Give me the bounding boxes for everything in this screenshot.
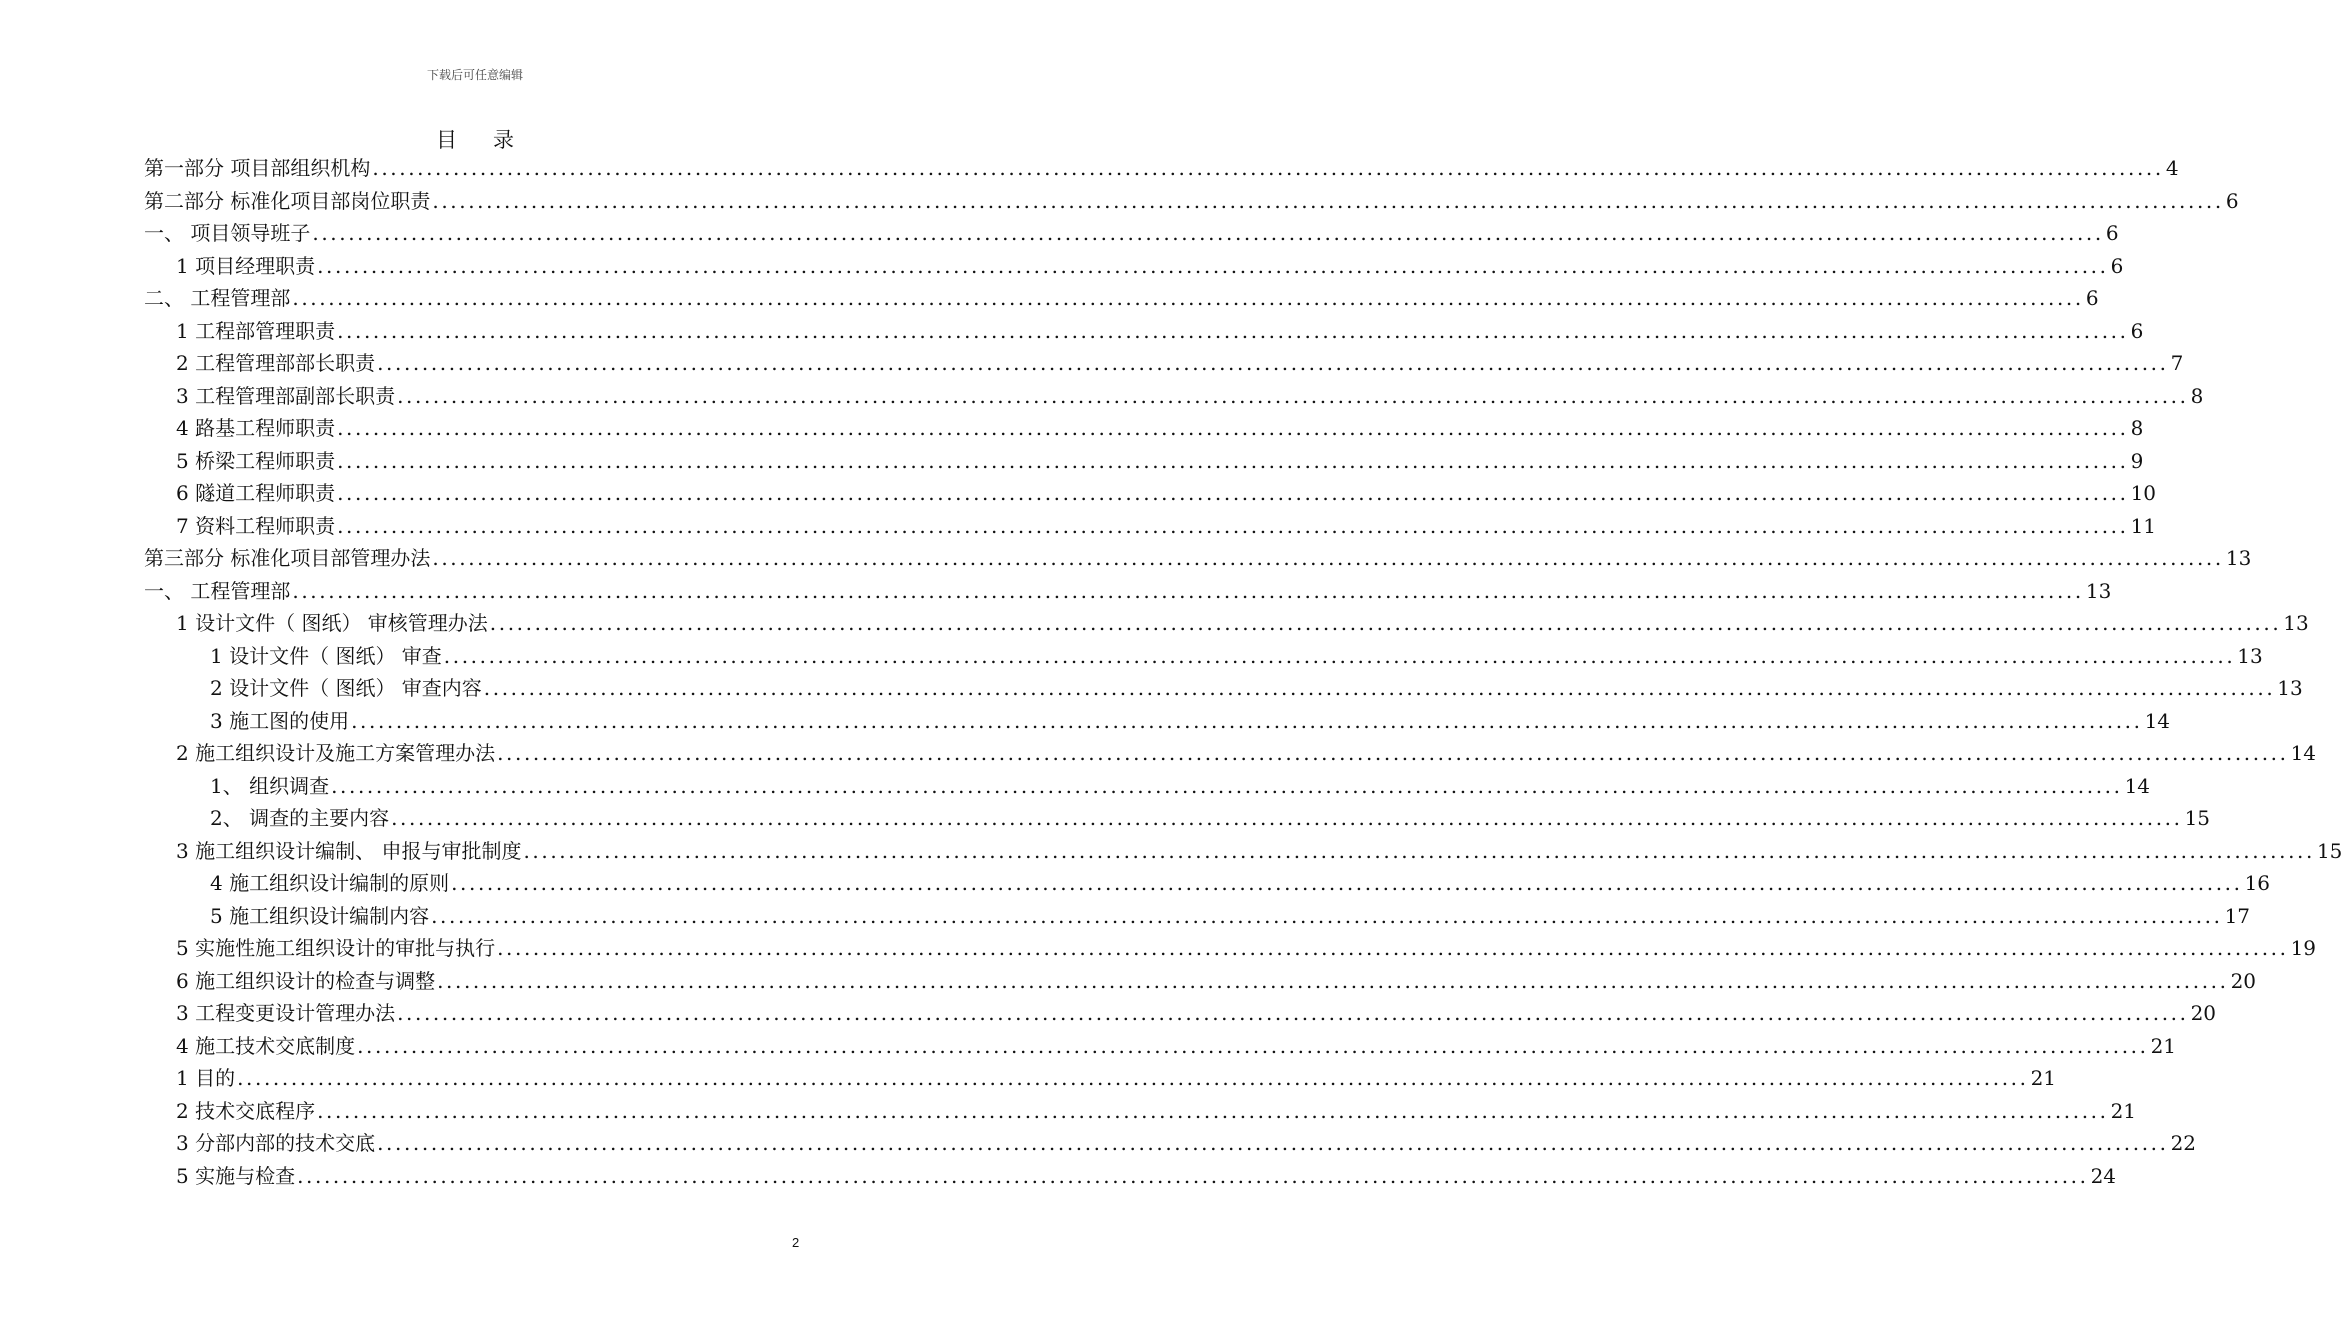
toc-entry-label: 7 资料工程师职责 — [176, 513, 336, 538]
toc-entry[interactable] — [210, 672, 2303, 704]
toc-entry-label: 1 设计文件（ 图纸） 审核管理办法 — [176, 611, 488, 635]
toc-leader-dots: ........................................................................................................................................................................................................ — [391, 806, 2183, 830]
toc-entry-page: 13 — [2237, 643, 2263, 668]
toc-entry-page: 7 — [2170, 351, 2184, 375]
toc-entry[interactable] — [176, 315, 2144, 347]
toc-entry-label: 1、 组织调查 — [210, 773, 330, 798]
toc-entry[interactable] — [144, 542, 2252, 574]
toc-entry[interactable] — [176, 412, 2144, 444]
toc-entry[interactable] — [210, 900, 2251, 932]
toc-entry-page: 16 — [2244, 871, 2271, 895]
toc-entry-label: 3 施工组织设计编制、 申报与审批制度 — [176, 838, 522, 863]
toc-entry-page: 8 — [2190, 383, 2204, 408]
toc-entry[interactable] — [210, 640, 2263, 672]
toc-leader-dots: ........................................................................................................................................................................................................ — [237, 1066, 2029, 1090]
toc-entry[interactable] — [210, 705, 2171, 737]
toc-leader-dots: ........................................................................................................................................................................................................ — [337, 481, 2129, 505]
toc-entry-label: 6 施工组织设计的检查与调整 — [176, 968, 436, 993]
toc-entry-page: 6 — [2085, 286, 2099, 310]
toc-entry[interactable] — [176, 250, 2124, 282]
toc-entry-page: 21 — [2030, 1066, 2057, 1090]
toc-leader-dots: ........................................................................................................................................................................................................ — [377, 351, 2169, 375]
toc-entry-page: 13 — [2283, 611, 2309, 635]
toc-entry[interactable] — [176, 835, 2342, 867]
toc-entry-label: 第二部分 标准化项目部岗位职责 — [144, 188, 431, 213]
toc-entry-page: 15 — [2184, 806, 2211, 830]
toc-entry-page: 14 — [2290, 741, 2317, 765]
toc-entry-page: 10 — [2130, 481, 2157, 505]
toc-leader-dots: ........................................................................................................................................................................................................ — [312, 221, 2104, 245]
toc-leader-dots: ........................................................................................................................................................................................................ — [292, 578, 2084, 603]
toc-entry[interactable] — [176, 932, 2317, 964]
toc-leader-dots: ........................................................................................................................................................................................................ — [337, 416, 2129, 440]
toc-entry-page: 6 — [2225, 188, 2239, 213]
toc-entry[interactable] — [210, 802, 2211, 834]
toc-leader-dots: ........................................................................................................................................................................................................ — [431, 903, 2223, 928]
toc-title: 目录 — [436, 128, 550, 152]
toc-entry[interactable] — [144, 575, 2112, 607]
toc-entry-label: 1 设计文件（ 图纸） 审查 — [210, 643, 442, 668]
toc-entry[interactable] — [176, 607, 2309, 639]
toc-entry-label: 1 工程部管理职责 — [176, 318, 336, 343]
toc-leader-dots: ........................................................................................................................................................................................................ — [397, 383, 2189, 408]
toc-entry[interactable] — [176, 965, 2257, 997]
toc-leader-dots: ........................................................................................................................................................................................................ — [397, 1001, 2189, 1025]
toc-entry-page: 20 — [2230, 968, 2257, 993]
toc-entry[interactable] — [144, 152, 2179, 184]
toc-entry-label: 5 施工组织设计编制内容 — [210, 903, 430, 928]
toc-leader-dots: ........................................................................................................................................................................................................ — [351, 708, 2143, 733]
toc-entry[interactable] — [210, 770, 2151, 802]
toc-leader-dots: ........................................................................................................................................................................................................ — [331, 773, 2123, 798]
toc-entry-label: 5 实施性施工组织设计的审批与执行 — [176, 936, 496, 960]
toc-entry-page: 14 — [2144, 708, 2171, 733]
toc-entry-page: 14 — [2124, 773, 2151, 798]
toc-leader-dots: ........................................................................................................................................................................................................ — [357, 1033, 2149, 1058]
toc-entry-label: 1 项目经理职责 — [176, 253, 316, 278]
toc-entry-label: 一、 工程管理部 — [144, 578, 291, 603]
toc-entry-label: 第三部分 标准化项目部管理办法 — [144, 546, 431, 570]
toc-leader-dots: ........................................................................................................................................................................................................ — [377, 1131, 2169, 1155]
toc-leader-dots: ........................................................................................................................................................................................................ — [292, 286, 2084, 310]
toc-entry-label: 3 工程变更设计管理办法 — [176, 1001, 396, 1025]
toc-entry-page: 8 — [2130, 416, 2144, 440]
toc-entry-label: 二、 工程管理部 — [144, 286, 291, 310]
toc-entry-page: 4 — [2165, 156, 2179, 180]
toc-entry[interactable] — [176, 510, 2157, 542]
toc-entry[interactable] — [176, 445, 2144, 477]
toc-leader-dots: ........................................................................................................................................................................................................ — [451, 871, 2243, 895]
header-note: 下载后可任意编辑 — [426, 68, 523, 82]
toc-leader-dots: ........................................................................................................................................................................................................ — [317, 253, 2109, 278]
toc-entry[interactable] — [176, 1127, 2197, 1159]
toc-entry-page: 17 — [2224, 903, 2251, 928]
toc-entry-page: 13 — [2277, 676, 2303, 700]
toc-entry-label: 4 施工技术交底制度 — [176, 1033, 356, 1058]
toc-leader-dots: ........................................................................................................................................................................................................ — [372, 156, 2164, 180]
toc-entry-page: 6 — [2110, 253, 2124, 278]
toc-entry-page: 13 — [2225, 546, 2252, 570]
toc-entry[interactable] — [176, 1160, 2117, 1192]
toc-leader-dots: ........................................................................................................................................................................................................ — [297, 1163, 2089, 1188]
toc-entry-page: 13 — [2085, 578, 2112, 603]
toc-entry-label: 5 桥梁工程师职责 — [176, 448, 336, 473]
toc-entry[interactable] — [144, 217, 2119, 249]
toc-entry[interactable] — [176, 380, 2204, 412]
toc-leader-dots: ........................................................................................................................................................................................................ — [497, 741, 2289, 765]
toc-entry[interactable] — [176, 997, 2217, 1029]
toc-entry[interactable] — [176, 1062, 2057, 1094]
toc-entry[interactable] — [176, 1095, 2137, 1127]
toc-leader-dots: ........................................................................................................................................................................................................ — [317, 1098, 2109, 1123]
toc-entry-label: 3 施工图的使用 — [210, 708, 350, 733]
toc-entry-page: 19 — [2290, 936, 2317, 960]
toc-entry-page: 21 — [2150, 1033, 2177, 1058]
toc-leader-dots: ........................................................................................................................................................................................................ — [497, 936, 2289, 960]
toc-leader-dots: ........................................................................................................................................................................................................ — [523, 838, 2315, 863]
toc-entry-page: 6 — [2130, 318, 2144, 343]
page-number: 2 — [792, 1235, 800, 1250]
toc-entry-page: 11 — [2130, 513, 2157, 538]
toc-entry-label: 一、 项目领导班子 — [144, 221, 311, 245]
toc-entry-label: 第一部分 项目部组织机构 — [144, 156, 371, 180]
toc-entry[interactable] — [210, 867, 2271, 899]
toc-entry-page: 9 — [2130, 448, 2144, 473]
toc-entry-page: 15 — [2316, 838, 2342, 863]
toc-entry-label: 4 路基工程师职责 — [176, 416, 336, 440]
toc-leader-dots: ........................................................................................................................................................................................................ — [437, 968, 2229, 993]
toc-entry-label: 5 实施与检查 — [176, 1163, 296, 1188]
toc-entry[interactable] — [176, 737, 2317, 769]
toc-leader-dots: ........................................................................................................................................................................................................ — [483, 676, 2276, 700]
toc-entry-label: 3 工程管理部副部长职责 — [176, 383, 396, 408]
toc-entry[interactable] — [176, 1030, 2177, 1062]
toc-entry[interactable] — [144, 185, 2239, 217]
toc-entry-page: 22 — [2170, 1131, 2197, 1155]
toc-leader-dots: ........................................................................................................................................................................................................ — [489, 611, 2282, 635]
toc-entry-label: 2 设计文件（ 图纸） 审查内容 — [210, 676, 482, 700]
toc-entry-label: 1 目的 — [176, 1066, 236, 1090]
toc-leader-dots: ........................................................................................................................................................................................................ — [443, 643, 2236, 668]
toc-leader-dots: ........................................................................................................................................................................................................ — [337, 318, 2129, 343]
toc-leader-dots: ........................................................................................................................................................................................................ — [337, 448, 2129, 473]
toc-entry-page: 6 — [2105, 221, 2119, 245]
toc-leader-dots: ........................................................................................................................................................................................................ — [432, 188, 2224, 213]
toc-entry-page: 21 — [2110, 1098, 2137, 1123]
toc-entry[interactable] — [176, 477, 2157, 509]
toc-entry[interactable] — [176, 347, 2184, 379]
toc-entry-page: 20 — [2190, 1001, 2217, 1025]
toc-entry-label: 4 施工组织设计编制的原则 — [210, 871, 450, 895]
toc-entry-page: 24 — [2090, 1163, 2117, 1188]
toc-entry-label: 2 工程管理部部长职责 — [176, 351, 376, 375]
toc-leader-dots: ........................................................................................................................................................................................................ — [432, 546, 2224, 570]
toc-leader-dots: ........................................................................................................................................................................................................ — [337, 513, 2129, 538]
toc-entry-label: 2、 调查的主要内容 — [210, 806, 390, 830]
toc-entry[interactable] — [144, 282, 2099, 314]
toc-entry-label: 6 隧道工程师职责 — [176, 481, 336, 505]
toc-entry-label: 2 技术交底程序 — [176, 1098, 316, 1123]
toc-entry-label: 3 分部内部的技术交底 — [176, 1131, 376, 1155]
toc-entry-label: 2 施工组织设计及施工方案管理办法 — [176, 741, 496, 765]
